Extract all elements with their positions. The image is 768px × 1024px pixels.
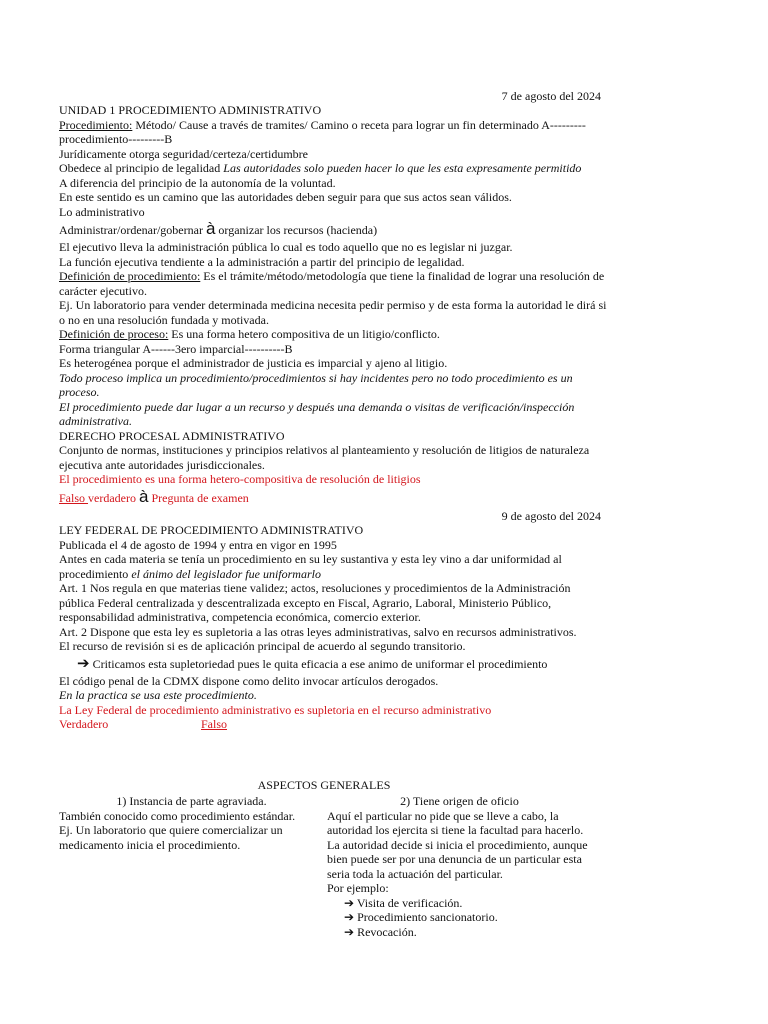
term-text: Método/ Cause a través de tramites/ Camino o receta para lograr un fin determinado A---------procedimiento---------B [59,117,586,146]
italic-text: el ánimo del legislador fue uniformarlo [131,566,321,581]
italic-paragraph: Todo proceso implica un procedimiento/procedimientos si hay incidentes pero no todo procedimiento es un proceso. [59,370,573,399]
bullet-item [327,925,592,940]
bullet-item [327,896,592,911]
column-title: 2) Tiene origen de oficio [400,794,519,808]
paragraph: Publicada el 4 de agosto de 1994 y entra en vigor en 1995 [59,537,337,552]
paragraph: La función ejecutiva tendiente a la administración a partir del principio de legalidad. [59,254,465,269]
arrow-right-icon: ➔ [344,924,355,939]
paragraph: Ej. Un laboratorio que quiere comercializar un medicamento inicia el procedimiento. [59,823,283,852]
paragraph-administrar [59,219,607,240]
paragraph: Conjunto de normas, instituciones y principios relativos al planteamiento y resolución de litigios de naturaleza ejecutiva ante autoridades jurisdiccionales. [59,443,590,472]
term-label: Procedimiento: [59,117,133,132]
paragraph: Aquí el particular no pide que se lleve a cabo, la autoridad los ejercita si tiene la facultad para hacerlo. La autoridad decide si inicia el procedimiento, aunque bien puede ser por una denuncia de un particular esta seria toda la actuación del particular. [327,808,588,881]
paragraph: Es heterogénea porque el administrador de justicia es imparcial y ajeno al litigio. [59,356,448,370]
arrow-right-icon: ➔ [344,895,355,910]
exam-statement: La Ley Federal de procedimiento administrativo es supletoria en el recurso administrativo [59,702,492,717]
date-header-1: 7 de agosto del 2024 [501,89,601,103]
paragraph: En este sentido es un camino que las autoridades deben seguir para que sus actos sean válidos. [59,190,512,204]
bullet-item [327,910,592,925]
arrow-a-glyph: à [205,219,216,238]
answer-verdadero: Verdadero [59,717,109,731]
text: Administrar/ordenar/gobernar [59,223,206,237]
italic-paragraph: El procedimiento puede dar lugar a un recurso y después una demanda o visitas de verificación/inspección administrativa. [59,399,575,428]
paragraph: El código penal de la CDMX dispone como delito invocar artículos derogados. [59,673,439,688]
term-text: Es una forma hetero compositiva de un litigio/conflicto. [168,327,440,341]
paragraph: También conocido como procedimiento estándar. [59,808,296,823]
paragraph-definicion-proceso [59,327,607,342]
paragraph-legalidad [59,161,607,176]
date-header-2: 9 de agosto del 2024 [501,509,601,523]
text: Antes en cada materia se tenía un procedimiento en su ley sustantiva y esta ley vino a dar uniformidad al procedimiento [59,552,562,581]
paragraph: Ej. Un laboratorio para vender determinada medicina necesita pedir permiso y de esta forma la autoridad le dirá si o no en una resolución fundada y motivada. [59,298,607,327]
term-label: Definición de procedimiento: [59,269,201,283]
section-unidad-1 [59,103,607,508]
bullet-text: Procedimiento sancionatorio. [354,910,498,924]
paragraph: El recurso de revisión si es de aplicación principal de acuerdo al segundo transitorio. [59,639,466,653]
term-label: Definición de proceso: [59,327,169,341]
text: organizar los recursos (hacienda) [215,223,378,237]
text: Criticamos esta supletoriedad pues le quita eficacia a ese animo de uniformar el procedimiento [89,656,548,671]
arrow-right-icon: ➔ [344,910,355,924]
section-ley-federal [59,523,607,732]
answer-falso: Falso [201,717,228,731]
italic-paragraph: En la practica se usa este procedimiento. [59,688,257,702]
column-parte-agraviada [59,794,324,852]
paragraph: Lo administrativo [59,204,145,219]
pregunta-label: Pregunta de examen [148,490,249,505]
paragraph: Art. 1 Nos regula en que materias tiene validez; actos, resoluciones y procedimientos de la Administración pública Federal centralizada y descentralizada excepto en Fiscal, Agrario, Laboral, Ministerio Público, responsabilidad administrativa, competencia económica, comercio exterior. [59,581,571,624]
italic-text: Las autoridades solo pueden hacer lo que les esta expresamente permitido [223,161,582,175]
column-origen-oficio [327,794,592,939]
exam-answer-row [59,487,607,508]
exam-statement: El procedimiento es una forma hetero-compositiva de resolución de litigios [59,472,421,486]
column-title: 1) Instancia de parte agraviada. [116,794,267,808]
arrow-a-glyph: à [139,486,149,506]
bullet-text: Visita de verificación. [354,895,463,910]
term-text: Es el trámite/método/metodología que tiene la finalidad de lograr una resolución de carácter ejecutivo. [59,269,605,298]
paragraph: Por ejemplo: [327,881,389,895]
paragraph-definicion-procedimiento [59,269,607,298]
paragraph: Forma triangular A------3ero imparcial----------B [59,341,293,356]
section-title: UNIDAD 1 PROCEDIMIENTO ADMINISTRATIVO [59,103,322,117]
paragraph: A diferencia del principio de la autonomía de la voluntad. [59,175,336,190]
paragraph: Jurídicamente otorga seguridad/certeza/certidumbre [59,146,308,161]
answer-verdadero: verdadero [88,490,139,505]
exam-answer-row [59,717,607,732]
paragraph-procedimiento [59,118,607,147]
arrow-right-icon: ➔ [77,653,90,672]
section-title: LEY FEDERAL DE PROCEDIMIENTO ADMINISTRATIVO [59,523,364,537]
paragraph: El ejecutivo lleva la administración pública lo cual es todo aquello que no es legislar ni juzgar. [59,240,513,254]
aspectos-title: ASPECTOS GENERALES [257,778,391,792]
answer-falso: Falso [59,490,89,505]
paragraph-criticamos [59,654,607,674]
paragraph: Art. 2 Dispone que esta ley es supletoria a las otras leyes administrativas, salvo en recursos administrativos. [59,624,577,639]
text: Obedece al principio de legalidad [59,161,224,175]
paragraph-antes [59,552,607,581]
bullet-text: Revocación. [354,924,417,939]
section-title: DERECHO PROCESAL ADMINISTRATIVO [59,428,285,443]
